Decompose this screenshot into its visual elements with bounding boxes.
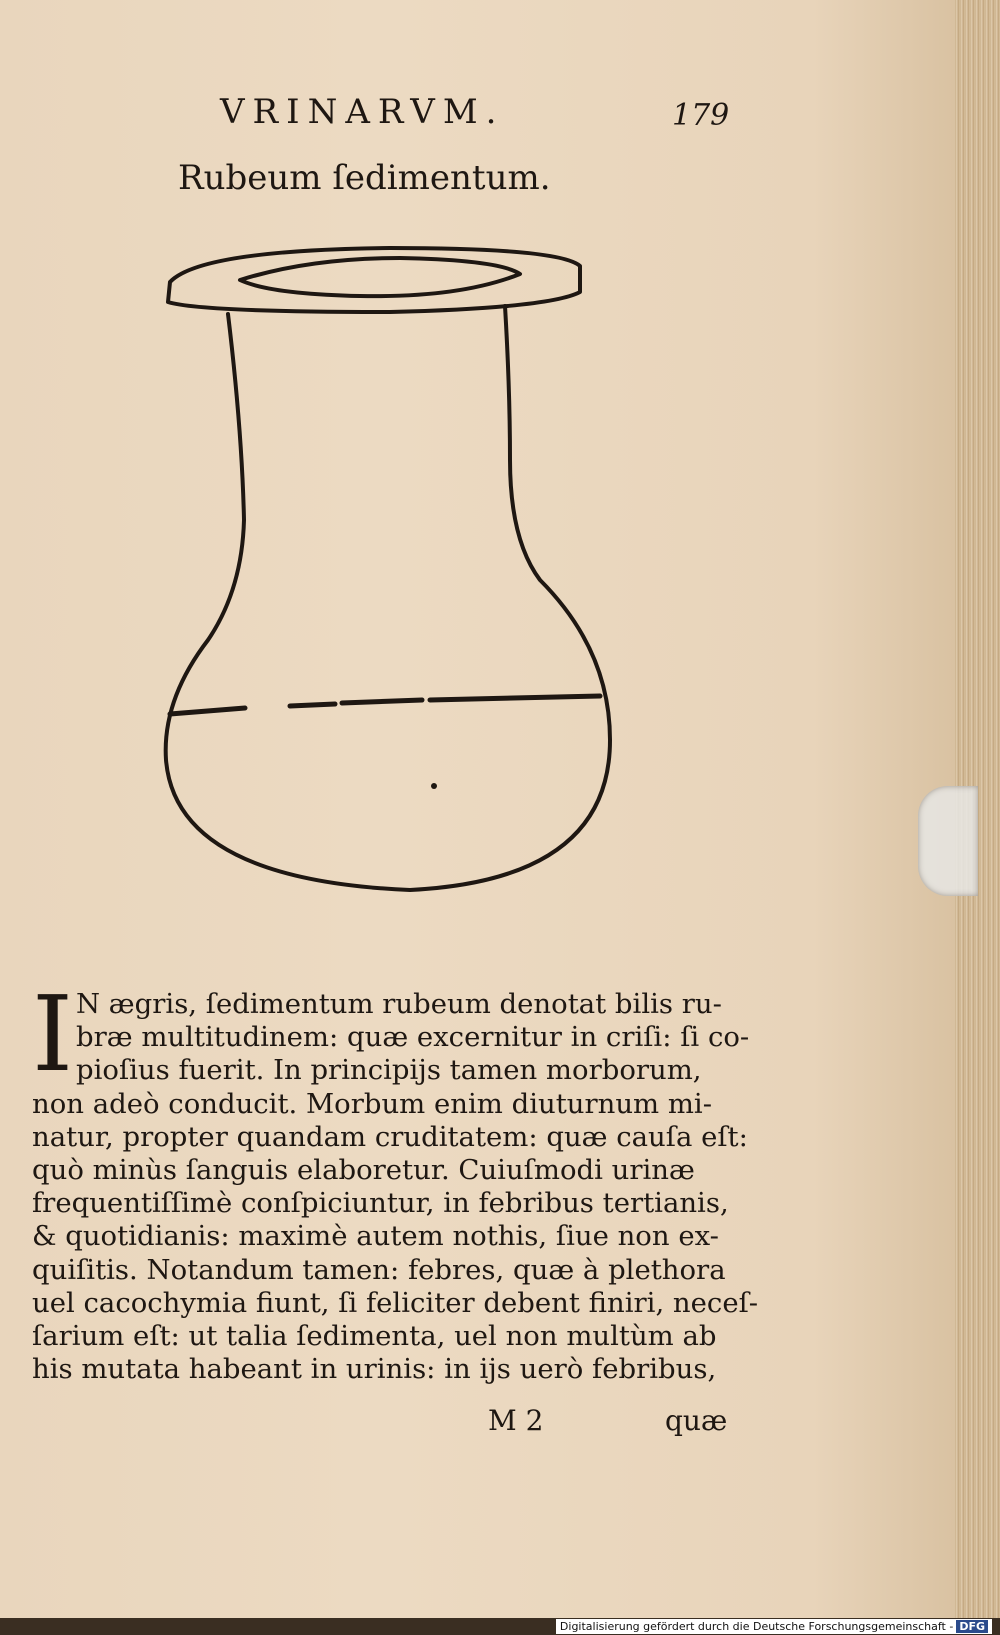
- flask-rim-inner: [240, 258, 520, 296]
- signature-mark: M 2: [488, 1404, 544, 1437]
- sediment-line: [170, 696, 600, 714]
- flask-dot: [431, 783, 437, 789]
- text-line: & quotidianis: maximè autem nothis, ſiue non ex-: [32, 1220, 719, 1253]
- page-clip: [918, 786, 978, 896]
- flask-body: [166, 306, 610, 890]
- text-line: frequentiſſimè conſpiciuntur, in febribus tertianis,: [32, 1187, 729, 1220]
- page-number: 179: [672, 98, 730, 133]
- dfg-logo: DFG: [956, 1620, 988, 1633]
- drop-cap: I: [32, 973, 74, 1095]
- body-paragraph: [32, 973, 759, 1386]
- catchword: quæ: [665, 1404, 728, 1437]
- text-line: non adeò conducit. Morbum enim diuturnum mi-: [32, 1087, 713, 1120]
- text-line: N ægris, ſedimentum rubeum denotat bilis ru-: [76, 988, 722, 1020]
- text-line: uel cacochymia fiunt, ſi feliciter debent finiri, neceſ-: [32, 1286, 759, 1319]
- text-line: ſarium eſt: ut talia ſedimenta, uel non multùm ab: [32, 1319, 717, 1352]
- page-title: Rubeum ſedimentum.: [178, 158, 551, 198]
- running-head: VRINARVM.: [220, 92, 505, 132]
- urine-flask-illustration: [160, 240, 650, 940]
- credit-text: Digitalisierung gefördert durch die Deutsche Forschungsgemeinschaft -: [559, 1620, 954, 1633]
- text-line: quò minùs ſanguis elaboretur. Cuiuſmodi urinæ: [32, 1153, 695, 1186]
- text-line: quiſitis. Notandum tamen: febres, quæ à plethora: [32, 1253, 726, 1286]
- text-line: his mutata habeant in urinis: in ijs uerò febribus,: [32, 1353, 717, 1386]
- digitization-credit: [556, 1619, 992, 1634]
- text-line: pioſius fuerit. In principijs tamen morborum,: [76, 1054, 702, 1087]
- text-line: natur, propter quandam cruditatem: quæ cauſa eſt:: [32, 1120, 748, 1153]
- text-line: bræ multitudinem: quæ excernitur in criſi: ſi co-: [76, 1021, 750, 1054]
